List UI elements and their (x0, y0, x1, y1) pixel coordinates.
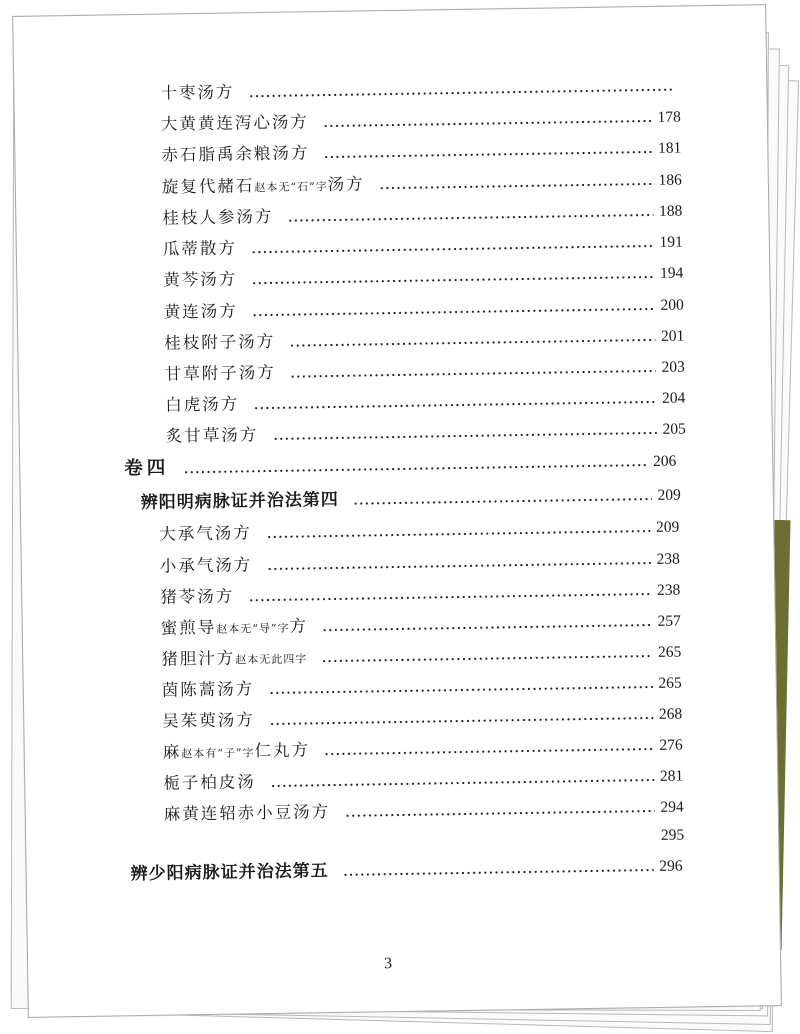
volume-title: 卷四 (124, 457, 170, 480)
dot-leader (266, 561, 650, 571)
toc-entry[interactable] (162, 701, 682, 735)
chapter-heading[interactable] (130, 853, 682, 888)
toc-entry[interactable] (160, 577, 680, 611)
toc-entry-title: 吴茱萸汤方 (162, 710, 255, 731)
toc-entry[interactable] (163, 228, 683, 262)
toc-page (12, 4, 782, 1018)
dot-leader (321, 654, 652, 663)
toc-entry[interactable] (166, 415, 686, 449)
dot-leader (270, 778, 654, 788)
toc-entry-page: 181 (657, 139, 682, 157)
toc-entry[interactable] (161, 608, 681, 642)
toc-entry-page: 265 (658, 674, 682, 692)
chapter-title: 辨阳明病脉证并治法第四 (140, 489, 339, 514)
toc-entry-title: 旋复代赭石赵本无“石”字汤方 (161, 174, 365, 197)
toc-entry[interactable] (160, 546, 680, 580)
chapter-page: 209 (657, 486, 681, 504)
dot-leader (287, 213, 653, 223)
dot-leader (323, 119, 652, 128)
toc-entry-title: 甘草附子汤方 (164, 362, 276, 384)
annotation-note: 赵本无“石”字 (254, 180, 328, 195)
toc-entry-page: 268 (658, 705, 683, 723)
toc-entry-page: 281 (659, 767, 684, 785)
toc-entry-page: 178 (657, 108, 681, 126)
toc-entry-page: 201 (660, 327, 685, 345)
toc-entry[interactable] (162, 670, 682, 704)
dot-leader (324, 747, 654, 756)
toc-entry[interactable] (165, 384, 685, 418)
toc-entry-page: 204 (661, 389, 686, 407)
toc-entry-page: 186 (658, 171, 682, 189)
dot-leader (344, 809, 654, 818)
toc-entry-title: 猪苓汤方 (160, 586, 235, 607)
toc-entry-title: 蜜煎导赵本无“导”字方 (160, 616, 309, 638)
toc-entry[interactable] (161, 134, 681, 168)
dot-leader (268, 685, 652, 695)
dot-leader (183, 463, 647, 474)
toc-entry-title: 炙甘草汤方 (165, 425, 259, 446)
toc-entry-page: 188 (658, 202, 683, 220)
dot-leader (290, 369, 656, 379)
toc-entry[interactable] (162, 197, 682, 231)
toc-entry-page: 257 (657, 612, 681, 630)
toc-entry-page: 295 (660, 826, 685, 844)
toc-entry[interactable] (164, 794, 684, 828)
toc-entry-page: 294 (660, 798, 684, 816)
toc-entry-title: 瓜蒂散方 (162, 238, 237, 259)
annotation-note: 赵本无“导”字 (216, 621, 290, 636)
toc-entry-page: 203 (661, 358, 685, 376)
dot-leader (379, 182, 653, 190)
dot-leader (248, 88, 674, 99)
dot-leader (253, 400, 656, 410)
dot-leader (269, 716, 653, 726)
toc-entry[interactable] (161, 639, 681, 673)
toc-entry-page: 191 (659, 233, 683, 251)
toc-entry-page: 200 (660, 296, 684, 314)
toc-entry-page: 276 (659, 736, 683, 754)
volume-heading[interactable] (124, 448, 676, 483)
dot-leader (251, 275, 654, 285)
chapter-heading[interactable] (141, 482, 681, 516)
toc-entry[interactable] (160, 72, 680, 106)
toc-entry-title: 桂枝人参汤方 (162, 206, 274, 228)
toc-entry[interactable] (164, 322, 684, 356)
annotation-note: 赵本有“子”字 (181, 746, 255, 761)
dot-leader (248, 592, 651, 602)
chapter-title: 辨少阳病脉证并治法第五 (130, 861, 329, 885)
toc-entry-title: 大黄黄连泻心汤方 (160, 112, 310, 134)
chapter-page: 296 (659, 857, 683, 875)
toc-entry[interactable] (159, 514, 679, 548)
toc-entry[interactable] (162, 166, 682, 200)
toc-entry-title: 白虎汤方 (165, 394, 240, 415)
dot-leader (266, 529, 650, 539)
dot-leader (322, 623, 652, 632)
toc-entry-page: 238 (656, 581, 681, 599)
toc-entry-title: 茵陈蒿汤方 (161, 679, 255, 700)
toc-entry-title: 大承气汤方 (159, 523, 252, 544)
toc-entry[interactable] (165, 353, 685, 387)
toc-entry-title: 十枣汤方 (160, 82, 235, 103)
toc-entry[interactable] (164, 291, 684, 325)
page-number: 3 (383, 955, 393, 973)
dot-leader (343, 868, 654, 877)
dot-leader (252, 307, 655, 317)
toc-entry-title: 黄连汤方 (163, 301, 238, 322)
volume-page: 206 (652, 452, 677, 470)
toc-entry[interactable] (161, 103, 681, 137)
toc-entry-title: 猪胆汁方赵本无此四字 (161, 648, 308, 669)
dot-leader (272, 431, 656, 441)
toc-entry[interactable] (163, 732, 683, 766)
toc-entry-title: 栀子柏皮汤 (163, 772, 256, 793)
dot-leader (353, 497, 652, 506)
annotation-note: 赵本无此四字 (235, 652, 308, 667)
toc-entry-page: 209 (655, 518, 680, 536)
toc-entry-title: 黄芩汤方 (163, 269, 238, 290)
toc-entry-title: 小承气汤方 (159, 555, 253, 576)
toc-entry-title: 麻赵本有“子”字仁丸方 (162, 740, 311, 762)
dot-leader (289, 338, 655, 348)
toc-entry-page: 238 (656, 550, 680, 568)
toc-entry-page: 205 (662, 420, 686, 438)
toc-entry[interactable] (163, 763, 683, 797)
toc-entry-page: 194 (659, 264, 684, 282)
toc-entry-title: 桂枝附子汤方 (164, 331, 276, 353)
toc-entry-title: 赤石脂禹余粮汤方 (161, 143, 310, 165)
toc-entry-title: 麻黄连轺赤小豆汤方 (163, 802, 331, 824)
toc-entry-page: 265 (657, 643, 682, 661)
dot-leader (323, 150, 652, 159)
toc-entry[interactable] (163, 259, 683, 293)
dot-leader (251, 244, 654, 254)
